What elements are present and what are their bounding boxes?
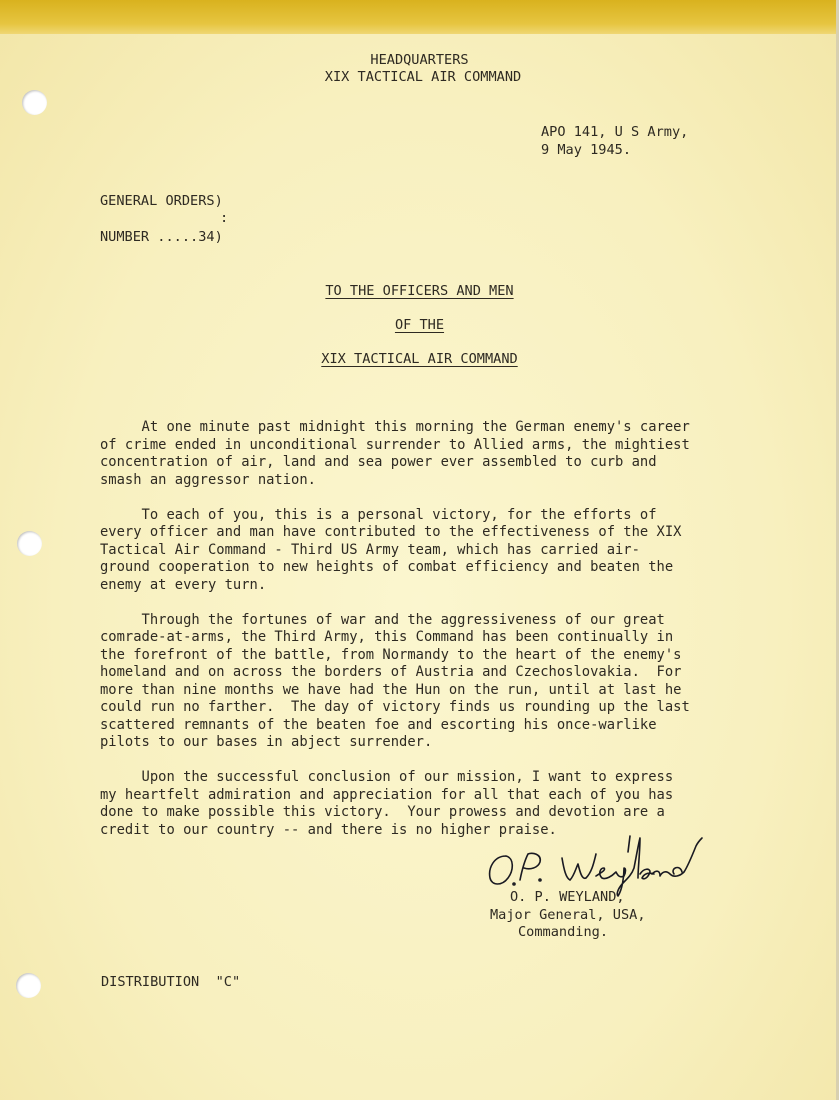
general-orders-label: GENERAL ORDERS) (100, 193, 223, 209)
distribution-line: DISTRIBUTION "C" (101, 974, 241, 990)
punch-hole-bottom (16, 973, 41, 998)
order-body (100, 419, 690, 857)
signature-rank: Major General, USA, (490, 907, 646, 923)
punch-hole-middle (17, 531, 42, 556)
paragraph-1: At one minute past midnight this morning the German enemy's career of crime ended in unconditional surrender to Allied arms, the mightiest concentration of air, land and sea power ever assembled to curb and smash an aggressor nation. (100, 419, 690, 488)
paragraph-4: Upon the successful conclusion of our mission, I want to express my heartfelt admiration and appreciation for all that each of you has done to make possible this victory. Your prowess and devotion are a credit to our country -- and there is no higher praise. (100, 769, 674, 838)
general-orders-number: NUMBER .....34) (100, 229, 223, 245)
title-line-2 (0, 317, 839, 335)
signature-role: Commanding. (518, 924, 609, 940)
paragraph-2: To each of you, this is a personal victory, for the efforts of every officer and man have contributed to the effectiveness of the XIX Tactical Air Command - Third US Army team, which has carried air- ground cooperation to new heights of combat efficiency and beaten the enemy at every turn. (100, 506, 682, 593)
punch-hole-top (22, 90, 47, 115)
title-line-3 (0, 351, 839, 369)
dateline-date: 9 May 1945. (541, 142, 632, 158)
general-orders-colon: : (220, 210, 229, 226)
title-line-1-text: TO THE OFFICERS AND MEN (325, 283, 514, 299)
dateline-location: APO 141, U S Army, (541, 124, 689, 140)
paragraph-3: Through the fortunes of war and the aggressiveness of our great comrade-at-arms, the Third Army, this Command has been continually in the forefront of the battle, from Normandy to the heart of the enemy's homeland and on across the borders of Austria and Czechoslovakia. For more than nine months we have had the Hun on the run, until at last he could run no farther. The day of victory finds us rounding up the last scattered remnants of the beaten foe and escorting his once-warlike pilots to our bases in abject surrender. (100, 611, 690, 750)
header-line-2: XIX TACTICAL AIR COMMAND (324, 69, 522, 85)
title-line-1 (0, 283, 839, 301)
title-line-3-text: XIX TACTICAL AIR COMMAND (321, 351, 518, 367)
yellow-top-band (0, 0, 839, 34)
handwritten-signature (484, 828, 734, 898)
header-line-1: HEADQUARTERS (370, 52, 469, 68)
signature-name: O. P. WEYLAND, (510, 889, 625, 905)
title-line-2-text: OF THE (394, 317, 445, 333)
